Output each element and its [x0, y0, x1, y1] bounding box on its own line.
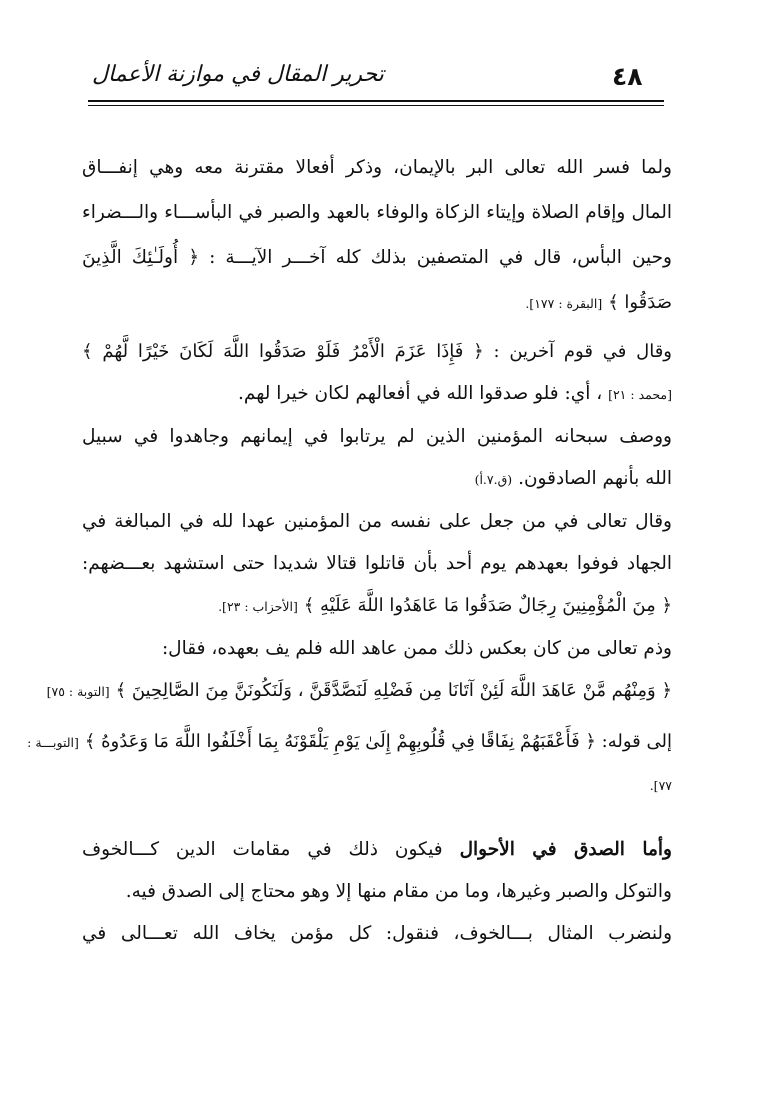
text-line: [82, 381, 672, 408]
verse-reference: [البقرة : ١٧٧].: [525, 296, 603, 311]
text-line: الجهاد فوفوا بعهدهم يوم أحد بأن قاتلوا قتالا شديدا حتى استشهد بعـــضهم:: [82, 553, 672, 574]
paragraph-1: [82, 155, 672, 317]
line-text: فيكون ذلك في مقامات الدين كـــالخوف: [82, 839, 443, 860]
header-rule-thin: [88, 105, 664, 106]
manuscript-reference: (ق.٧.أ): [474, 472, 513, 487]
paragraph-6: [82, 837, 672, 947]
running-title: تحرير المقال في موازنة الأعمال: [92, 62, 384, 87]
page-header: [0, 0, 758, 110]
quran-verse: إلى قوله: ﴿ فَأَعْقَبَهُمْ نِفَاقًا فِي قُلُوبِهِمْ إِلَىٰ يَوْمِ يَلْقَوْنَهُ بِمَا أَخْلَفُوا اللَّهَ مَا وَعَدُوهُ ﴾: [84, 731, 672, 752]
text-line: [82, 837, 672, 863]
paragraph-3: [82, 424, 672, 493]
verse-reference: [التوبـــة :: [27, 735, 79, 750]
verse-reference: [محمد : ٢١]: [608, 387, 672, 402]
text-line: وقال تعالى في من جعل على نفسه من المؤمنين عهدا لله في المبالغة في: [82, 511, 672, 532]
quran-verse: صَدَقُوا ﴾: [608, 292, 672, 313]
line-text: الله بأنهم الصادقون.: [518, 468, 672, 489]
quran-verse: ﴿ مِنَ الْمُؤْمِنِينَ رِجَالٌ صَدَقُوا مَا عَاهَدُوا اللَّهَ عَلَيْهِ ﴾: [303, 595, 672, 616]
page-number: ٤٨: [612, 62, 643, 91]
text-line: ووصف سبحانه المؤمنين الذين لم يرتابوا في إيمانهم وجاهدوا في سبيل: [82, 426, 672, 447]
text-line: [46, 678, 672, 705]
paragraph-4: [82, 509, 672, 620]
bold-heading-text: وأما الصدق في الأحوال: [459, 839, 672, 860]
paragraph-5: [27, 636, 672, 799]
verse-reference: [الأحزاب : ٢٣].: [218, 599, 298, 614]
text-line: والتوكل والصبر وغيرها، وما من مقام منها إلا وهو محتاج إلى الصدق فيه.: [125, 881, 672, 902]
text-line: المال وإقام الصلاة وإيتاء الزكاة والوفاء بالعهد والصبر في البأســـاء والـــضراء: [82, 202, 672, 223]
text-line: ولما فسر الله تعالى البر بالإيمان، وذكر أفعالا مقترنة معه وهي إنفـــاق: [82, 157, 672, 178]
page-body: [27, 155, 672, 1085]
quran-verse: ﴿ وَمِنْهُم مَّنْ عَاهَدَ اللَّهَ لَئِنْ آتَانَا مِن فَضْلِهِ لَنَصَّدَّقَنَّ ، وَلَنَكُونَنَّ مِنَ الصَّالِحِينَ ﴾: [115, 680, 672, 701]
line-text: ، أي: فلو صدقوا الله في أفعالهم لكان خيرا لهم.: [238, 383, 603, 404]
text-line: وذم تعالى من كان بعكس ذلك ممن عاهد الله فلم يف بعهده، فقال:: [161, 638, 672, 659]
header-rule-thick: [88, 100, 664, 102]
text-line: [82, 290, 672, 317]
quran-verse: وقال في قوم آخرين : ﴿ فَإِذَا عَزَمَ الْأَمْرُ فَلَوْ صَدَقُوا اللَّهَ لَكَانَ خَيْرًا لَّهُمْ ﴾: [82, 341, 672, 362]
text-line: [82, 593, 672, 620]
text-line: وحين البأس، قال في المتصفين بذلك كله آخـــر الآيـــة : ﴿ أُولَـٰئِكَ الَّذِينَ: [82, 247, 672, 268]
verse-reference: [التوبة : ٧٥]: [46, 684, 110, 699]
paragraph-2: [82, 339, 672, 408]
verse-reference: ٧٧].: [649, 778, 672, 793]
text-line: [82, 466, 672, 493]
text-line: [82, 772, 672, 799]
text-line: [27, 729, 672, 756]
text-line: ولنضرب المثال بـــالخوف، فنقول: كل مؤمن يخاف الله تعـــالى في: [82, 923, 672, 944]
